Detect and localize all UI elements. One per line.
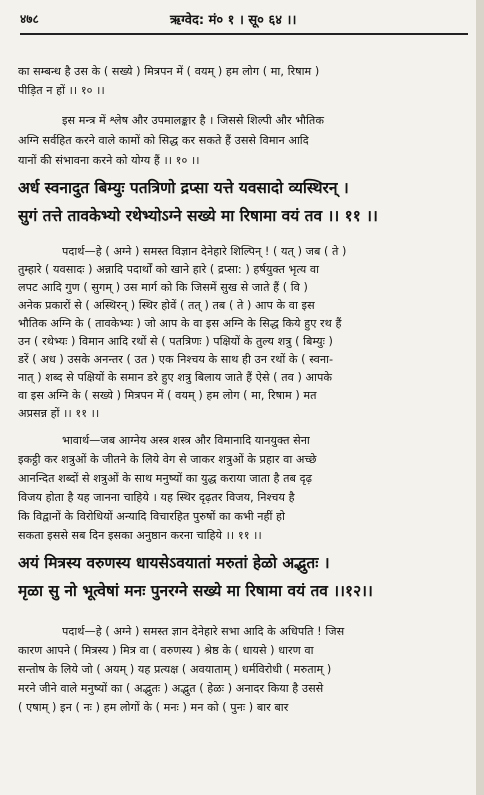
text-line: अनेक प्रकारों से ( अस्थिरन् ) स्थिर होवें ( तत् ) तब ( ते ) आप के वा इस xyxy=(18,299,315,312)
text-line: अप्रसन्न हों ।। ११ ।। xyxy=(18,407,100,420)
running-title: ऋग्वेद: मं० १ । सू० ६४ ।। xyxy=(170,13,297,28)
page-edge xyxy=(476,0,484,795)
text-line: वा इस अग्नि के ( सख्ये ) मित्रपन में ( वयम् ) हम लोग ( मा, रिषाम ) मत xyxy=(18,389,317,402)
text-line: कारण आपने ( मित्रस्य ) मित्र वा ( वरुणस्य ) श्रेष्ठ के ( धायसे ) धारण वा xyxy=(18,644,314,657)
text-line: इस मन्त्र में श्लेष और उपमालङ्कार है । जिससे शिल्पी और भौतिक xyxy=(62,114,324,127)
text-line: लपट आदि गुण ( सुगम् ) उस मार्ग को कि जिसमें सुख से जाते हैं ( वि ) xyxy=(18,281,308,294)
mantra-line: मृळा सु नो भूत्वेषां मनः पुनरग्ने सख्ये मा रिषामा वयं तव ।।१२।। xyxy=(18,581,373,600)
page-number: ४७८ xyxy=(20,12,39,26)
text-line: ( एषाम् ) इन ( नः ) हम लोगों के ( मनः ) मन को ( पुनः ) बार बार xyxy=(18,701,289,714)
text-line: सकता इससे सब दिन इसका अनुष्ठान करना चाहिये ।। ११ ।। xyxy=(18,529,262,542)
text-line: पदार्थ—हे ( अग्ने ) समस्त विज्ञान देनेहारे शिल्पिन् ! ( यत् ) जब ( ते ) xyxy=(62,245,347,258)
text-line: उन ( रथेभ्यः ) विमान आदि रथों से ( पतत्रिणः ) पक्षियों के तुल्य शत्रु ( बिम्युः ) xyxy=(18,335,333,348)
page-header xyxy=(20,10,470,30)
header-rule xyxy=(20,33,468,35)
text-line: अग्नि सर्वहित करने वाले कामों को सिद्ध कर सकते हैं उससे विमान आदि xyxy=(18,134,309,147)
text-line: सन्तोष के लिये जो ( अयम् ) यह प्रत्यक्ष ( अवयाताम् ) धर्मविरोधी ( मरुताम् ) xyxy=(18,663,332,676)
mantra-line: अयं मित्रस्य वरुणस्य धायसेऽवयातां मरुतां हेळो अद्भुतः । xyxy=(18,553,330,572)
text-line: भौतिक अग्नि के ( तावकेभ्यः ) जो आप के वा इस अग्नि के सिद्ध किये हुए रथ हैं xyxy=(18,317,342,330)
text-line: आनन्दित शब्दों से शत्रुओं के साथ मनुष्यों का युद्ध कराया जाता है तब दृढ़ xyxy=(18,472,312,485)
text-line: कि विद्वानों के विरोधियों अन्यादि विचारहित पुरुषों का कभी नहीं हो xyxy=(18,510,285,523)
text-line: पीड़ित न हों ।। १० ।। xyxy=(18,84,105,97)
text-line: तुम्हारे ( यवसादः ) अन्नादि पदार्थों को खाने हारे ( द्रप्सा: ) हर्षयुक्त भृत्य वा xyxy=(18,263,320,276)
mantra-line: अर्ध स्वनादुत बिम्युः पतत्रिणो द्रप्सा यत्ते यवसादो व्यस्थिरन् । xyxy=(18,178,349,197)
mantra-line: सुगं तत्ते तावकेभ्यो रथेभ्योऽग्ने सख्ये मा रिषामा वयं तव ।। ११ ।। xyxy=(18,206,378,225)
text-line: विजय होता है यह जानना चाहिये । यह स्थिर दृढ़तर विजय, निश्चय है xyxy=(18,491,295,504)
text-line: भावार्थ—जब आग्नेय अस्त्र शस्त्र और विमानादि यानयुक्त सेना xyxy=(62,434,310,447)
text-line: इकट्ठी कर शत्रुओं के जीतने के लिये वेग से जाकर शत्रुओं के प्रहार वा अच्छे xyxy=(18,453,317,466)
text-line: का सम्बन्ध है उस के ( सख्ये ) मित्रपन में ( वयम् ) हम लोग ( मा, रिषाम ) xyxy=(18,65,320,78)
text-line: मरने जीने वाले मनुष्यों का ( अद्भुतः ) अद्भुत ( हेळः ) अनादर किया है उससे xyxy=(18,682,324,695)
text-line: पदार्थ—हे ( अग्ने ) समस्त ज्ञान देनेहारे सभा आदि के अधिपति ! जिस xyxy=(62,625,345,638)
text-line: डरें ( अध ) उसके अनन्तर ( उत ) एक निश्चय के साथ ही उन रथों के ( स्वना- xyxy=(18,353,334,366)
text-line: नात् ) शब्द से पक्षियों के समान डरे हुए शत्रु बिलाय जाते हैं ऐसे ( तव ) आपके xyxy=(18,371,333,384)
text-line: यानों की संभावना करने को योग्य हैं ।। १० ।। xyxy=(18,154,200,167)
